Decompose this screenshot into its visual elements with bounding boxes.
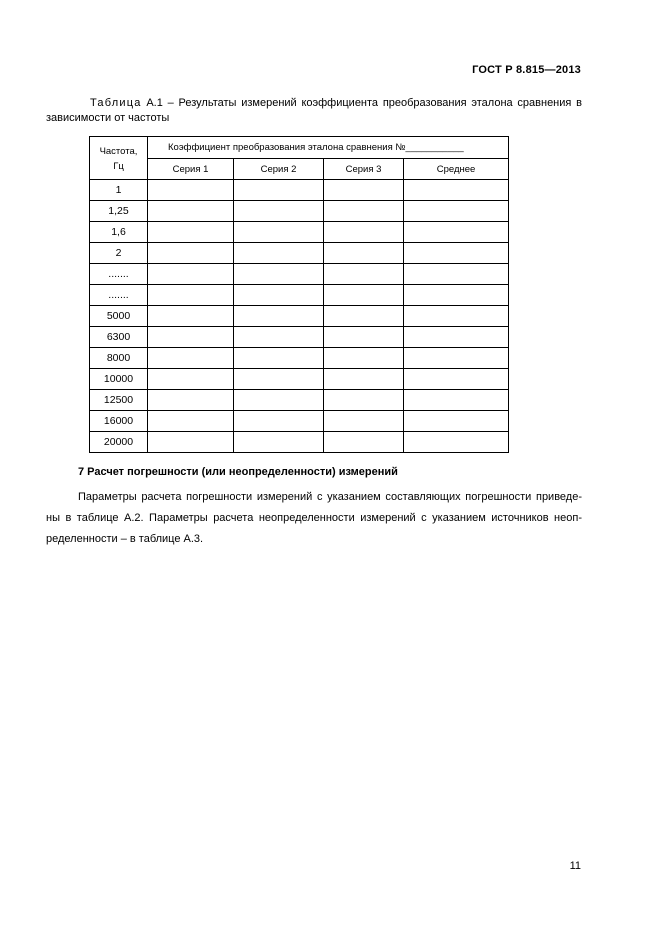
table-row bbox=[90, 411, 509, 432]
table-row bbox=[90, 390, 509, 411]
table-body bbox=[90, 180, 509, 453]
table-caption bbox=[46, 96, 582, 126]
value-cell bbox=[148, 369, 234, 390]
value-cell bbox=[234, 348, 324, 369]
value-cell bbox=[148, 327, 234, 348]
value-cell bbox=[148, 180, 234, 201]
value-cell bbox=[404, 243, 509, 264]
value-cell bbox=[404, 369, 509, 390]
value-cell bbox=[234, 411, 324, 432]
value-cell bbox=[404, 285, 509, 306]
column-header-series-3: Серия 3 bbox=[324, 159, 404, 180]
value-cell bbox=[148, 285, 234, 306]
measurement-table bbox=[89, 136, 509, 453]
column-header-series-2: Серия 2 bbox=[234, 159, 324, 180]
caption-label: Таблица bbox=[90, 97, 142, 109]
caption-text: А.1 – Результаты измерений коэффициента преобразования эталона сравнения в bbox=[146, 97, 582, 109]
frequency-cell: 1,25 bbox=[90, 201, 148, 222]
value-cell bbox=[234, 306, 324, 327]
value-cell bbox=[404, 264, 509, 285]
frequency-cell: ....... bbox=[90, 285, 148, 306]
table-row bbox=[90, 201, 509, 222]
value-cell bbox=[404, 411, 509, 432]
value-cell bbox=[324, 243, 404, 264]
frequency-cell: 8000 bbox=[90, 348, 148, 369]
value-cell bbox=[324, 390, 404, 411]
caption-line-1 bbox=[46, 96, 582, 111]
value-cell bbox=[148, 201, 234, 222]
value-cell bbox=[324, 285, 404, 306]
value-cell bbox=[404, 390, 509, 411]
frequency-cell: 5000 bbox=[90, 306, 148, 327]
frequency-cell: 10000 bbox=[90, 369, 148, 390]
value-cell bbox=[148, 222, 234, 243]
paragraph-line-1: Параметры расчета погрешности измерений с указанием составляющих погрешности приведе- bbox=[78, 491, 582, 503]
frequency-cell: ....... bbox=[90, 264, 148, 285]
value-cell bbox=[404, 180, 509, 201]
table-row bbox=[90, 243, 509, 264]
value-cell bbox=[148, 306, 234, 327]
table-row bbox=[90, 222, 509, 243]
frequency-cell: 1 bbox=[90, 180, 148, 201]
frequency-header-line1: Частота, bbox=[99, 146, 138, 157]
caption-line-2: зависимости от частоты bbox=[46, 112, 170, 124]
paragraph-line-3: ределенности – в таблице А.3. bbox=[46, 533, 204, 545]
value-cell bbox=[404, 306, 509, 327]
table-row bbox=[90, 264, 509, 285]
table-row bbox=[90, 432, 509, 453]
value-cell bbox=[148, 432, 234, 453]
frequency-cell: 16000 bbox=[90, 411, 148, 432]
standard-code: ГОСТ Р 8.815—2013 bbox=[472, 64, 581, 76]
value-cell bbox=[234, 327, 324, 348]
table-header-row-2 bbox=[90, 159, 509, 180]
frequency-cell: 20000 bbox=[90, 432, 148, 453]
value-cell bbox=[324, 180, 404, 201]
value-cell bbox=[234, 285, 324, 306]
frequency-header bbox=[90, 137, 148, 180]
value-cell bbox=[324, 327, 404, 348]
value-cell bbox=[234, 201, 324, 222]
value-cell bbox=[234, 180, 324, 201]
value-cell bbox=[324, 348, 404, 369]
value-cell bbox=[234, 222, 324, 243]
value-cell bbox=[324, 411, 404, 432]
value-cell bbox=[324, 432, 404, 453]
value-cell bbox=[234, 369, 324, 390]
value-cell bbox=[404, 222, 509, 243]
frequency-cell: 2 bbox=[90, 243, 148, 264]
value-cell bbox=[148, 390, 234, 411]
value-cell bbox=[404, 432, 509, 453]
value-cell bbox=[234, 390, 324, 411]
frequency-cell: 1,6 bbox=[90, 222, 148, 243]
table-row bbox=[90, 327, 509, 348]
value-cell bbox=[324, 222, 404, 243]
table-row bbox=[90, 306, 509, 327]
column-header-series-1: Серия 1 bbox=[148, 159, 234, 180]
table-row bbox=[90, 285, 509, 306]
value-cell bbox=[404, 327, 509, 348]
value-cell bbox=[324, 201, 404, 222]
value-cell bbox=[404, 348, 509, 369]
frequency-cell: 6300 bbox=[90, 327, 148, 348]
value-cell bbox=[234, 243, 324, 264]
table-row bbox=[90, 180, 509, 201]
value-cell bbox=[148, 348, 234, 369]
coefficient-header: Коэффициент преобразования эталона сравнения №___________ bbox=[148, 137, 509, 159]
value-cell bbox=[404, 201, 509, 222]
value-cell bbox=[234, 432, 324, 453]
value-cell bbox=[324, 306, 404, 327]
frequency-cell: 12500 bbox=[90, 390, 148, 411]
page-number: 11 bbox=[569, 860, 581, 872]
paragraph-line-2: ны в таблице А.2. Параметры расчета неопределенности измерений с указанием источников неоп- bbox=[46, 512, 582, 524]
value-cell bbox=[234, 264, 324, 285]
table-row bbox=[90, 369, 509, 390]
frequency-header-line2: Гц bbox=[113, 161, 124, 172]
value-cell bbox=[324, 264, 404, 285]
value-cell bbox=[324, 369, 404, 390]
table-row bbox=[90, 348, 509, 369]
table-header-row-1 bbox=[90, 137, 509, 159]
value-cell bbox=[148, 264, 234, 285]
body-paragraph bbox=[46, 487, 582, 550]
column-header-average: Среднее bbox=[404, 159, 509, 180]
section-title: 7 Расчет погрешности (или неопределенности) измерений bbox=[78, 466, 398, 478]
value-cell bbox=[148, 243, 234, 264]
value-cell bbox=[148, 411, 234, 432]
